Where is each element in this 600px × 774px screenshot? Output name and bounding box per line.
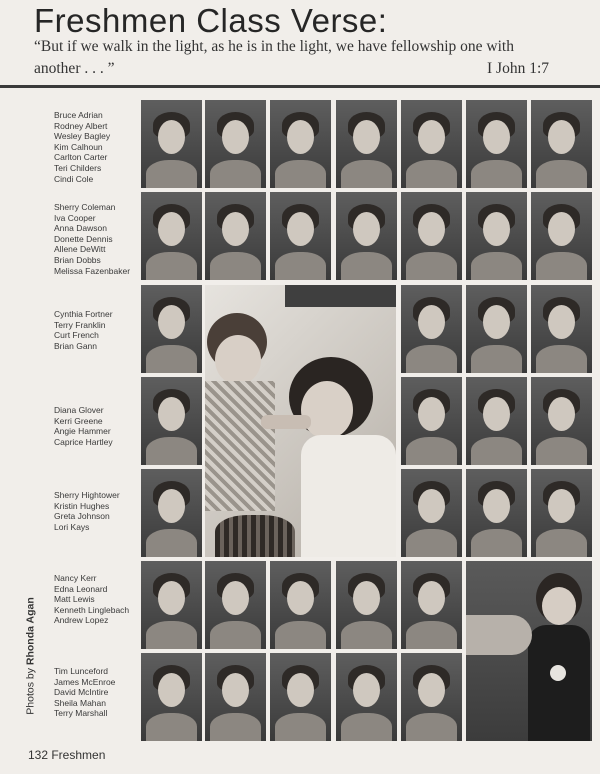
student-name: Curt French	[54, 330, 99, 341]
header-rule	[0, 85, 600, 88]
student-name: Terry Franklin	[54, 319, 106, 330]
class-verse-line-1: “But if we walk in the light, as he is in the light, we have fellowship one with	[34, 38, 514, 55]
student-portrait	[401, 192, 462, 280]
student-name: Bruce Adrian	[54, 110, 103, 120]
student-portrait	[205, 192, 266, 280]
student-portrait	[401, 285, 462, 373]
name-list-row-4	[54, 405, 113, 447]
student-portrait	[531, 285, 592, 373]
name-list-row-1	[54, 110, 110, 184]
student-name: Lori Kays	[54, 521, 90, 532]
student-portrait	[270, 561, 331, 649]
student-name: Iva Cooper	[54, 212, 96, 223]
student-name: Wesley Bagley	[54, 131, 111, 142]
student-portrait	[466, 469, 527, 557]
photographer-name: Rhonda Agan	[24, 597, 37, 666]
student-name: Carlton Carter	[54, 152, 108, 163]
student-name: Andrew Lopez	[54, 615, 109, 626]
student-name: David McIntire	[54, 687, 109, 698]
student-portrait	[336, 653, 397, 741]
student-name: Cynthia Fortner	[54, 309, 113, 319]
student-name: Sheila Mahan	[54, 697, 106, 708]
student-portrait	[466, 100, 527, 188]
student-portrait	[336, 192, 397, 280]
student-portrait	[401, 561, 462, 649]
student-name: Rodney Albert	[54, 120, 108, 131]
student-portrait	[141, 469, 202, 557]
photo-credit	[25, 597, 37, 714]
student-name: Melissa Fazenbaker	[54, 265, 131, 276]
student-portrait	[270, 100, 331, 188]
student-portrait	[401, 653, 462, 741]
student-name: Allene DeWitt	[54, 244, 106, 255]
student-portrait	[531, 100, 592, 188]
student-portrait	[141, 653, 202, 741]
student-name: Kenneth Linglebach	[54, 604, 130, 615]
student-portrait	[401, 469, 462, 557]
student-name: Diana Glover	[54, 405, 104, 415]
photo-credit-prefix: Photos by	[24, 668, 37, 715]
class-verse-line-2: another . . . ”	[34, 60, 115, 77]
name-list-row-5	[54, 490, 120, 532]
name-list-row-3	[54, 309, 113, 351]
student-name: James McEnroe	[54, 676, 116, 687]
student-portrait	[336, 561, 397, 649]
student-name: Brian Gann	[54, 340, 97, 351]
student-portrait	[466, 285, 527, 373]
name-list-row-6	[54, 573, 129, 626]
student-portrait	[141, 285, 202, 373]
verse-citation: I John 1:7	[487, 60, 549, 77]
student-portrait	[466, 377, 527, 465]
student-name: Teri Childers	[54, 162, 102, 173]
candid-photo-girl	[466, 561, 592, 741]
student-portrait	[531, 377, 592, 465]
student-name: Kerri Greene	[54, 415, 103, 426]
name-list-row-2	[54, 202, 130, 276]
student-name: Donette Dennis	[54, 233, 113, 244]
student-name: Edna Leonard	[54, 583, 108, 594]
student-name: Angie Hammer	[54, 426, 111, 437]
student-portrait	[531, 469, 592, 557]
student-portrait	[141, 100, 202, 188]
student-portrait	[141, 561, 202, 649]
student-name: Anna Dawson	[54, 223, 107, 234]
student-name: Kristin Hughes	[54, 500, 110, 511]
page-footer: 132 Freshmen	[28, 748, 106, 762]
student-name: Caprice Hartley	[54, 436, 113, 447]
student-name: Brian Dobbs	[54, 254, 101, 265]
student-portrait	[531, 192, 592, 280]
student-portrait	[401, 377, 462, 465]
student-portrait	[270, 653, 331, 741]
student-name: Sherry Coleman	[54, 202, 116, 212]
student-portrait	[205, 561, 266, 649]
student-portrait	[141, 377, 202, 465]
student-name: Sherry Hightower	[54, 490, 120, 500]
student-portrait	[270, 192, 331, 280]
student-name: Tim Lunceford	[54, 666, 109, 676]
student-name: Matt Lewis	[54, 594, 95, 605]
student-name: Nancy Kerr	[54, 573, 97, 583]
student-portrait	[401, 100, 462, 188]
student-portrait	[336, 100, 397, 188]
student-portrait	[141, 192, 202, 280]
student-portrait	[205, 653, 266, 741]
name-list-row-7	[54, 666, 115, 719]
student-portrait	[205, 100, 266, 188]
student-name: Greta Johnson	[54, 511, 110, 522]
page-title: Freshmen Class Verse:	[34, 2, 388, 39]
student-name: Kim Calhoun	[54, 141, 103, 152]
student-portrait	[466, 192, 527, 280]
candid-photo-feeding	[205, 285, 396, 557]
student-name: Cindi Cole	[54, 173, 94, 184]
student-name: Terry Marshall	[54, 708, 108, 719]
